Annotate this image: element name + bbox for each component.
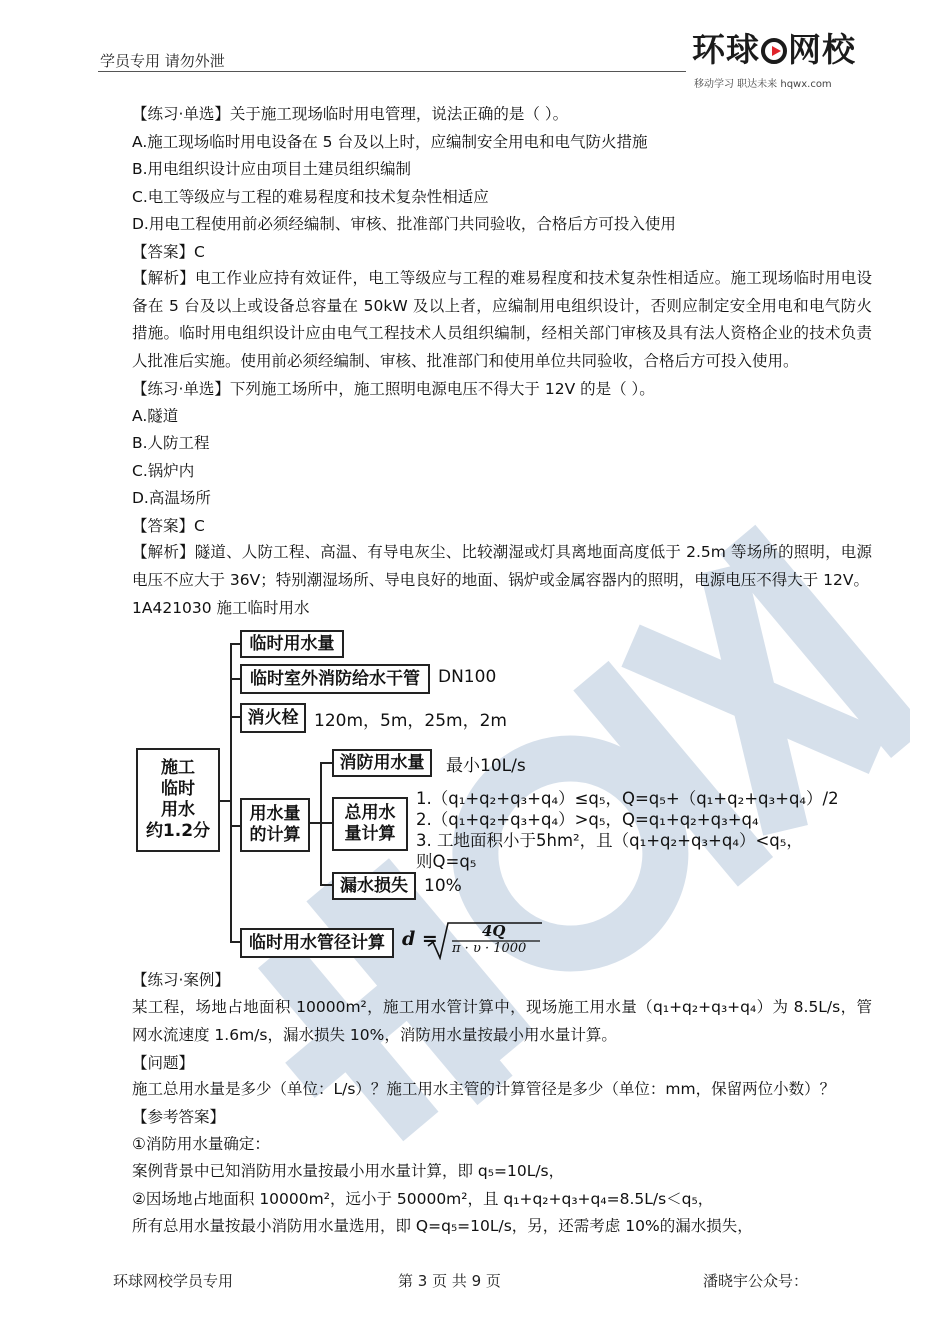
fire-water-value: 最小10L/s <box>446 756 526 776</box>
formula-denominator: π · υ · 1000 <box>452 941 527 956</box>
diagram-root-box <box>136 748 220 852</box>
q1-analysis: 【解析】电工作业应持有效证件，电工等级应与工程的难易程度和技术复杂性相适应。施工现场临时用电设备在 5 台及以上或设备总容量在 50kW 及以上者，应编制用电组织设计，否则应制定安全用电和电气防火措施。临时用电组织设计应由电气工程技术人员组织编制，经相关部门审核及具有法人资格企业的技术负责人批准后实施。使用前必须经编制、审核、批准部门和使用单位共同验收，合格后方可投入使用。 <box>132 269 872 370</box>
case-answer-3: ②因场地占地面积 10000m²，远小于 50000m²，且 q₁+q₂+q₃+q₄=8.5L/s＜q₅， <box>132 1190 714 1208</box>
fire-water-box: 消防用水量 <box>332 749 432 777</box>
case-answer-4: 所有总用水量按最小消防用水量选用，即 Q=q₅=10L/s，另，还需考虑 10%的漏水损失， <box>132 1217 753 1235</box>
diagram-connector <box>230 678 240 680</box>
header-divider <box>98 71 686 72</box>
case-answer-2: 案例背景中已知消防用水量按最小用水量计算，即 q₅=10L/s， <box>132 1162 565 1180</box>
fire-main-pipe-value: DN100 <box>438 667 497 687</box>
q2-title: 【练习·单选】下列施工场所中，施工照明电源电压不得大于 12V 的是（ ）。 <box>132 380 655 398</box>
formula-lhs: d = <box>402 928 438 950</box>
root-line-1: 施工 <box>161 758 195 778</box>
total-water-rule-3: 3. 工地面积小于5hm²，且（q₁+q₂+q₃+q₄）<q₅， <box>416 831 803 850</box>
total-water-line-1: 总用水 <box>344 803 396 823</box>
diagram-connector <box>320 762 322 885</box>
brand-logo <box>692 30 867 92</box>
hydrant-value: 120m，5m，25m，2m <box>314 711 507 731</box>
q2-option-b: B.人防工程 <box>132 434 210 452</box>
diagram-connector <box>230 825 240 827</box>
leakage-value: 10% <box>424 876 462 896</box>
logo-slogan: 移动学习 职达未来 hqwx.com <box>694 79 832 90</box>
q2-option-c: C.锅炉内 <box>132 462 195 480</box>
water-calc-box <box>240 798 310 852</box>
diagram-connector <box>320 762 332 764</box>
diagram-connector <box>230 941 240 943</box>
q2-analysis: 【解析】隧道、人防工程、高温、有导电灰尘、比较潮湿或灯具离地面高度低于 2.5m 等场所的照明，电源电压不应大于 36V；特别潮湿场所、导电良好的地面、锅炉或金属容器内的照明，电源电压不得大于 12V。 <box>132 543 872 589</box>
section-heading: 1A421030 施工临时用水 <box>132 599 310 617</box>
case-question: 施工总用水量是多少（单位：L/s）？施工用水主管的计算管径是多少（单位：mm，保留两位小数）？ <box>132 1080 836 1098</box>
water-calc-line-2: 的计算 <box>249 825 301 845</box>
case-title: 【练习·案例】 <box>132 971 230 989</box>
footer-page-number: 第 3 页 共 9 页 <box>398 1272 501 1290</box>
q2-option-d: D.高温场所 <box>132 489 211 507</box>
q1-answer: 【答案】C <box>132 243 205 261</box>
logo-text-a: 环球 <box>692 30 760 69</box>
diagram-connector <box>320 822 332 824</box>
q1-option-d: D.用电工程使用前必须经编制、审核、批准部门共同验收，合格后方可投入使用 <box>132 215 676 233</box>
logo-text-b: 网校 <box>788 30 856 69</box>
diagram-connector <box>230 716 240 718</box>
total-water-rule-1: 1.（q₁+q₂+q₃+q₄）≤q₅，Q=q₅+（q₁+q₂+q₃+q₄）/2 <box>416 789 839 808</box>
water-calc-line-1: 用水量 <box>249 804 301 824</box>
formula-numerator: 4Q <box>482 922 506 940</box>
footer-left: 环球网校学员专用 <box>113 1272 234 1290</box>
case-reference-label: 【参考答案】 <box>132 1108 226 1126</box>
diagram-connector <box>230 643 240 645</box>
diagram-connector <box>320 884 332 886</box>
total-water-box <box>332 797 408 851</box>
temp-water-volume-box: 临时用水量 <box>240 630 344 658</box>
total-water-line-2: 量计算 <box>344 824 396 844</box>
footer-right: 潘晓宇公众号： <box>703 1272 809 1290</box>
root-line-3: 用水 <box>161 800 195 820</box>
diagram-connector <box>310 822 322 824</box>
formula-radical <box>426 920 544 960</box>
total-water-rule-2: 2.（q₁+q₂+q₃+q₄）>q₅，Q=q₁+q₂+q₃+q₄ <box>416 810 759 829</box>
leakage-box: 漏水损失 <box>332 872 416 900</box>
q1-option-a: A.施工现场临时用电设备在 5 台及以上时，应编制安全用电和电气防火措施 <box>132 133 648 151</box>
diagram-connector <box>230 643 232 943</box>
diagram-connector <box>218 800 232 802</box>
case-question-label: 【问题】 <box>132 1054 195 1072</box>
header-confidential-note: 学员专用 请勿外泄 <box>100 52 225 70</box>
case-text: 某工程，场地占地面积 10000m²，施工用水管计算中，现场施工用水量（q₁+q₂+q₃+q₄）为 8.5L/s，管网水流速度 1.6m/s，漏水损失 10%，消防用水量按最小用水量计算。 <box>132 998 872 1044</box>
q1-option-b: B.用电组织设计应由项目土建员组织编制 <box>132 160 412 178</box>
q2-option-a: A.隧道 <box>132 407 179 425</box>
fire-main-pipe-box: 临时室外消防给水干管 <box>240 664 430 694</box>
hydrant-box: 消火栓 <box>240 703 306 733</box>
total-water-rule-4: 则Q=q₅ <box>416 852 477 871</box>
root-line-4: 约1.2分 <box>145 821 211 841</box>
root-line-2: 临时 <box>161 779 195 799</box>
pipe-diameter-box: 临时用水管径计算 <box>240 928 394 958</box>
case-answer-1: ①消防用水量确定： <box>132 1135 270 1153</box>
play-icon <box>761 38 787 64</box>
q2-answer: 【答案】C <box>132 517 205 535</box>
q1-option-c: C.电工等级应与工程的难易程度和技术复杂性相适应 <box>132 188 489 206</box>
q1-title: 【练习·单选】关于施工现场临时用电管理，说法正确的是（ ）。 <box>132 105 569 123</box>
